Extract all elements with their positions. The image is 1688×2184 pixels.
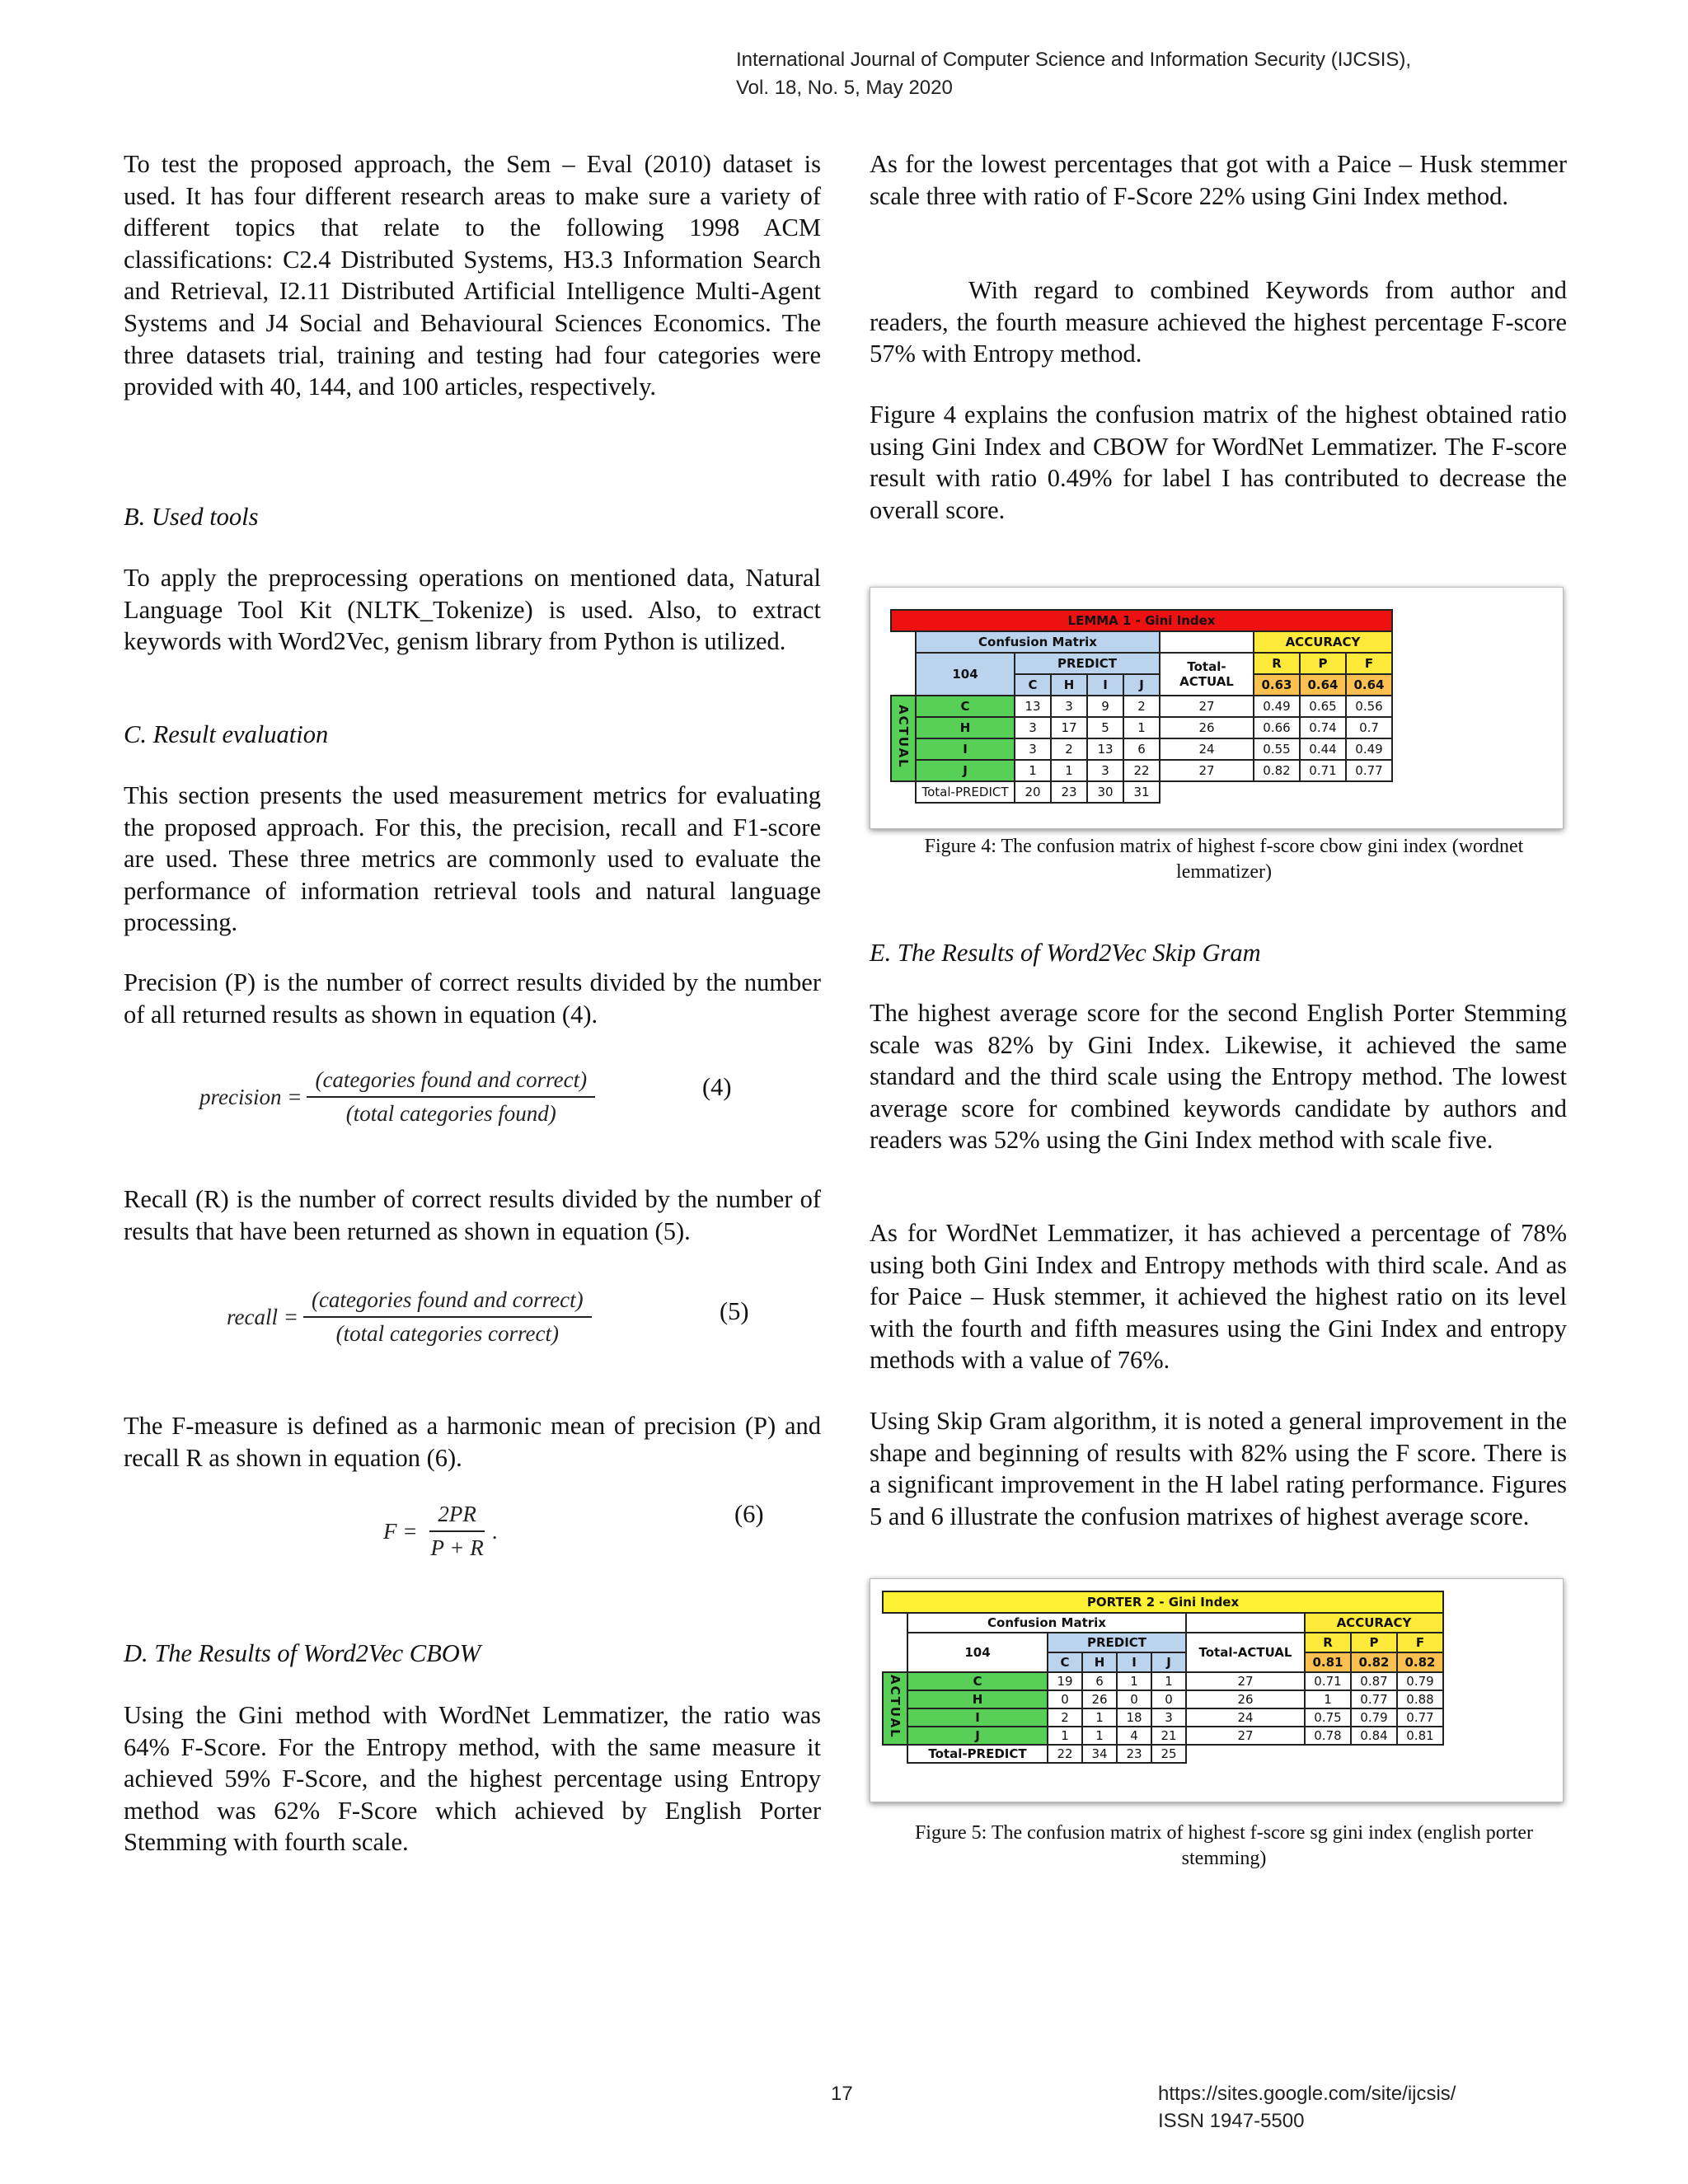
fig4-cell: 5 bbox=[1087, 717, 1123, 738]
fig5-row-total: 24 bbox=[1186, 1708, 1305, 1727]
figure-4-confusion-matrix bbox=[870, 587, 1564, 829]
eq6-period: . bbox=[491, 1518, 498, 1544]
journal-header bbox=[736, 46, 1411, 102]
paragraph-precision: Precision (P) is the number of correct results divided by the number of all returned results as shown in equation (4). bbox=[124, 968, 821, 1029]
fig4-cell: 3 bbox=[1087, 760, 1123, 781]
fig4-col-h: H bbox=[1051, 674, 1087, 696]
fig5-acc-cell: 0.81 bbox=[1397, 1727, 1443, 1745]
fig4-col-c: C bbox=[1015, 674, 1051, 696]
fig5-acc-cell: 0.79 bbox=[1351, 1708, 1397, 1727]
eq5-lhs: recall = bbox=[227, 1304, 298, 1329]
equation-recall bbox=[227, 1287, 592, 1347]
paragraph-figure4-intro: Figure 4 explains the confusion matrix of the highest obtained ratio using Gini Index and CBOW for WordNet Lemmatizer. The F-score result with ratio 0.49% for label I has contributed to decrease the overall score. bbox=[870, 401, 1567, 524]
equation-number-4: (4) bbox=[702, 1073, 732, 1101]
fig5-acc-cell: 0.78 bbox=[1305, 1727, 1351, 1745]
fig5-acc-cell: 0.84 bbox=[1351, 1727, 1397, 1745]
fig5-acc-cell: 0.75 bbox=[1305, 1708, 1351, 1727]
eq4-denominator: (total categories found) bbox=[345, 1101, 556, 1126]
paragraph-lowest: As for the lowest percentages that got with a Paice – Husk stemmer scale three with ratio of F-Score 22% using Gini Index method. bbox=[870, 150, 1567, 210]
fig4-col-total: 20 bbox=[1015, 781, 1051, 803]
fig4-cell: 3 bbox=[1051, 696, 1087, 717]
fig5-total-actual-label: Total-ACTUAL bbox=[1186, 1633, 1305, 1672]
fig5-col-c: C bbox=[1048, 1652, 1082, 1672]
fig5-row-label: C bbox=[907, 1672, 1048, 1690]
eq4-lhs: precision = bbox=[199, 1084, 302, 1109]
fig5-acc-cell: 0.87 bbox=[1351, 1672, 1397, 1690]
eq6-fraction bbox=[422, 1502, 491, 1561]
paragraph-skipgram-improvement: Using Skip Gram algorithm, it is noted a general improvement in the shape and beginning of results with 82% using the F score. There is a significant improvement in the H label rating performance. Figures 5 and 6 illustrate the confusion matrixes of highest average score. bbox=[870, 1407, 1567, 1530]
fig4-acc-cell: 0.49 bbox=[1254, 696, 1300, 717]
fig5-accuracy-label: ACCURACY bbox=[1305, 1613, 1443, 1633]
fig4-acc-cell: 0.44 bbox=[1300, 738, 1346, 760]
fig4-total-predict-label: Total-PREDICT bbox=[916, 781, 1015, 803]
fig5-acc-cell: 0.71 bbox=[1305, 1672, 1351, 1690]
paragraph-tools: To apply the preprocessing operations on mentioned data, Natural Language Tool Kit (NLTK_Tokenize) is used. Also, to extract keywords with Word2Vec, genism library from Python is utilized. bbox=[124, 564, 821, 656]
fig4-title: LEMMA 1 - Gini Index bbox=[891, 610, 1392, 631]
fig5-total-predict-label: Total-PREDICT bbox=[907, 1745, 1048, 1763]
fig5-row-total: 26 bbox=[1186, 1690, 1305, 1708]
fig5-cell: 1 bbox=[1117, 1672, 1151, 1690]
equation-number-6: (6) bbox=[734, 1500, 764, 1528]
fig5-avg-f: 0.82 bbox=[1397, 1652, 1443, 1672]
fig5-row-total: 27 bbox=[1186, 1672, 1305, 1690]
fig4-cell: 22 bbox=[1123, 760, 1160, 781]
fig5-avg-r: 0.81 bbox=[1305, 1652, 1351, 1672]
fig5-cell: 4 bbox=[1117, 1727, 1151, 1745]
fig5-acc-cell: 0.88 bbox=[1397, 1690, 1443, 1708]
fig4-row-total: 27 bbox=[1160, 760, 1254, 781]
fig5-row-label: J bbox=[907, 1727, 1048, 1745]
left-column bbox=[124, 148, 821, 403]
figure-5-confusion-matrix bbox=[870, 1578, 1564, 1802]
fig4-cell: 9 bbox=[1087, 696, 1123, 717]
fig4-total-actual-label: Total-ACTUAL bbox=[1160, 653, 1254, 696]
fig4-cell: 13 bbox=[1087, 738, 1123, 760]
equation-fmeasure bbox=[383, 1502, 497, 1561]
fig4-acc-cell: 0.77 bbox=[1346, 760, 1392, 781]
fig5-cell: 0 bbox=[1117, 1690, 1151, 1708]
fig4-cell: 3 bbox=[1015, 717, 1051, 738]
fig5-cell: 1 bbox=[1048, 1727, 1082, 1745]
fig4-row-label: J bbox=[916, 760, 1015, 781]
heading-result-evaluation: C. Result evaluation bbox=[124, 720, 329, 748]
fig5-predict-label: PREDICT bbox=[1048, 1633, 1186, 1652]
eq5-numerator: (categories found and correct) bbox=[303, 1287, 592, 1318]
eq6-denominator: P + R bbox=[430, 1535, 484, 1560]
fig5-title: PORTER 2 - Gini Index bbox=[883, 1591, 1443, 1613]
figure-5-caption: Figure 5: The confusion matrix of highest f-score sg gini index (english porter stemming) bbox=[914, 1822, 1534, 1869]
fig4-avg-r: 0.63 bbox=[1254, 674, 1300, 696]
fig5-cell: 1 bbox=[1151, 1672, 1186, 1690]
fig5-cell: 19 bbox=[1048, 1672, 1082, 1690]
fig4-col-j: J bbox=[1123, 674, 1160, 696]
eq5-denominator: (total categories correct) bbox=[335, 1321, 559, 1346]
fig5-row-label: I bbox=[907, 1708, 1048, 1727]
fig5-avg-p: 0.82 bbox=[1351, 1652, 1397, 1672]
footer-info bbox=[1158, 2080, 1456, 2135]
fig5-cell: 6 bbox=[1082, 1672, 1117, 1690]
fig4-row-label: H bbox=[916, 717, 1015, 738]
fig4-cell: 2 bbox=[1051, 738, 1087, 760]
paragraph-combined: With regard to combined Keywords from author and readers, the fourth measure achieved the highest percentage F-score 57% with Entropy method. bbox=[870, 276, 1567, 368]
fig4-acc-cell: 0.71 bbox=[1300, 760, 1346, 781]
fig4-acc-cell: 0.49 bbox=[1346, 738, 1392, 760]
fig4-acc-col-r: R bbox=[1254, 653, 1300, 674]
fig5-acc-col-p: P bbox=[1351, 1633, 1397, 1652]
page-number: 17 bbox=[831, 2083, 853, 2105]
fig5-table bbox=[882, 1591, 1444, 1764]
fig5-col-total: 25 bbox=[1151, 1745, 1186, 1763]
fig5-cell: 0 bbox=[1048, 1690, 1082, 1708]
heading-skipgram-results: E. The Results of Word2Vec Skip Gram bbox=[870, 939, 1261, 967]
fig4-predict-label: PREDICT bbox=[1015, 653, 1160, 674]
fig4-col-i: I bbox=[1087, 674, 1123, 696]
fig5-acc-col-r: R bbox=[1305, 1633, 1351, 1652]
fig4-avg-p: 0.64 bbox=[1300, 674, 1346, 696]
fig5-col-i: I bbox=[1117, 1652, 1151, 1672]
paragraph-cbow: Using the Gini method with WordNet Lemmatizer, the ratio was 64% F-Score. For the Entropy method, with the same measure it achieved 59% F-Score, and the highest percentage using Entropy method was 62% F-Score which achieved by English Porter Stemming with fourth scale. bbox=[124, 1701, 821, 1857]
fig4-avg-f: 0.64 bbox=[1346, 674, 1392, 696]
fig4-row-total: 27 bbox=[1160, 696, 1254, 717]
fig4-cell: 6 bbox=[1123, 738, 1160, 760]
fig4-cell: 3 bbox=[1015, 738, 1051, 760]
fig4-cell: 1 bbox=[1051, 760, 1087, 781]
fig5-acc-col-f: F bbox=[1397, 1633, 1443, 1652]
eq4-numerator: (categories found and correct) bbox=[307, 1067, 595, 1098]
fig5-col-total: 34 bbox=[1082, 1745, 1117, 1763]
fig4-table bbox=[890, 609, 1393, 804]
fig5-col-j: J bbox=[1151, 1652, 1186, 1672]
fig5-acc-cell: 0.79 bbox=[1397, 1672, 1443, 1690]
fig4-col-total: 31 bbox=[1123, 781, 1160, 803]
fig5-cell: 21 bbox=[1151, 1727, 1186, 1745]
fig4-row-label: I bbox=[916, 738, 1015, 760]
fig5-col-h: H bbox=[1082, 1652, 1117, 1672]
fig4-col-total: 23 bbox=[1051, 781, 1087, 803]
journal-volume: Vol. 18, No. 5, May 2020 bbox=[736, 77, 953, 99]
fig4-row-label: C bbox=[916, 696, 1015, 717]
paragraph-skipgram-porter: The highest average score for the second English Porter Stemming scale was 82% by Gini Index. Likewise, it achieved the same standard and the third scale using the Entropy method. The lowest average score for combined keywords candidate by authors and readers was 52% using the Gini Index method with scale five. bbox=[870, 999, 1567, 1155]
footer-url[interactable]: https://sites.google.com/site/ijcsis/ bbox=[1158, 2083, 1456, 2105]
fig4-accuracy-label: ACCURACY bbox=[1254, 631, 1392, 653]
fig4-acc-col-p: P bbox=[1300, 653, 1346, 674]
footer-issn: ISSN 1947-5500 bbox=[1158, 2110, 1305, 2132]
fig4-actual-label: ACTUAL bbox=[891, 696, 916, 781]
fig4-col-total: 30 bbox=[1087, 781, 1123, 803]
fig5-actual-label: ACTUAL bbox=[883, 1672, 907, 1745]
heading-cbow-results: D. The Results of Word2Vec CBOW bbox=[124, 1639, 481, 1667]
fig5-row-label: H bbox=[907, 1690, 1048, 1708]
paragraph-skipgram-wordnet: As for WordNet Lemmatizer, it has achieved a percentage of 78% using both Gini Index and Entropy methods with third scale. And as for Paice – Husk stemmer, it achieved the highest ratio on its level with the fourth and fifth measures using the Gini Index and entropy methods with a value of 76%. bbox=[870, 1219, 1567, 1375]
fig4-row-total: 26 bbox=[1160, 717, 1254, 738]
fig5-col-total: 22 bbox=[1048, 1745, 1082, 1763]
fig4-row-total: 24 bbox=[1160, 738, 1254, 760]
fig4-acc-col-f: F bbox=[1346, 653, 1392, 674]
fig4-acc-cell: 0.55 bbox=[1254, 738, 1300, 760]
fig4-acc-cell: 0.74 bbox=[1300, 717, 1346, 738]
fig4-confusion-label: Confusion Matrix bbox=[916, 631, 1160, 653]
fig5-cell: 2 bbox=[1048, 1708, 1082, 1727]
fig4-cell: 17 bbox=[1051, 717, 1087, 738]
eq4-fraction bbox=[307, 1067, 595, 1127]
fig5-sample-count: 104 bbox=[907, 1633, 1048, 1672]
fig5-confusion-label: Confusion Matrix bbox=[907, 1613, 1186, 1633]
fig5-cell: 1 bbox=[1082, 1708, 1117, 1727]
equation-precision bbox=[199, 1067, 595, 1127]
fig5-cell: 26 bbox=[1082, 1690, 1117, 1708]
fig4-cell: 1 bbox=[1123, 717, 1160, 738]
fig4-acc-cell: 0.82 bbox=[1254, 760, 1300, 781]
paragraph-dataset: To test the proposed approach, the Sem – Eval (2010) dataset is used. It has four different research areas to make sure a variety of different topics that relate to the following 1998 ACM classifications: C2.4 Distributed Systems, H3.3 Information Search and Retrieval, I2.11 Distributed Artificial Intelligence Multi-Agent Systems and J4 Social and Behavioural Sciences Economics. The three datasets trial, training and testing had four categories were provided with 40, 144, and 100 articles, respectively. bbox=[124, 150, 821, 401]
fig4-acc-cell: 0.65 bbox=[1300, 696, 1346, 717]
fig5-cell: 0 bbox=[1151, 1690, 1186, 1708]
fig5-cell: 3 bbox=[1151, 1708, 1186, 1727]
fig5-acc-cell: 0.77 bbox=[1351, 1690, 1397, 1708]
journal-title: International Journal of Computer Science and Information Security (IJCSIS), bbox=[736, 49, 1412, 71]
fig5-row-total: 27 bbox=[1186, 1727, 1305, 1745]
paragraph-metrics: This section presents the used measurement metrics for evaluating the proposed approach. For this, the precision, recall and F1-score are used. These three metrics are commonly used to evaluate the performance of information retrieval tools and natural language processing. bbox=[124, 781, 821, 937]
fig5-acc-cell: 1 bbox=[1305, 1690, 1351, 1708]
fig5-acc-cell: 0.77 bbox=[1397, 1708, 1443, 1727]
equation-number-5: (5) bbox=[720, 1297, 749, 1325]
fig4-acc-cell: 0.7 bbox=[1346, 717, 1392, 738]
fig5-cell: 1 bbox=[1082, 1727, 1117, 1745]
eq5-fraction bbox=[303, 1287, 592, 1347]
fig4-acc-cell: 0.56 bbox=[1346, 696, 1392, 717]
fig5-col-total: 23 bbox=[1117, 1745, 1151, 1763]
figure-4-caption: Figure 4: The confusion matrix of highest f-score cbow gini index (wordnet lemmatizer) bbox=[924, 836, 1524, 883]
paragraph-fmeasure: The F-measure is defined as a harmonic mean of precision (P) and recall R as shown in equation (6). bbox=[124, 1412, 821, 1472]
fig4-cell: 13 bbox=[1015, 696, 1051, 717]
eq6-numerator: 2PR bbox=[429, 1502, 485, 1532]
heading-used-tools: B. Used tools bbox=[124, 503, 259, 531]
fig4-cell: 2 bbox=[1123, 696, 1160, 717]
eq6-lhs: F = bbox=[383, 1518, 418, 1544]
fig5-cell: 18 bbox=[1117, 1708, 1151, 1727]
fig4-acc-cell: 0.66 bbox=[1254, 717, 1300, 738]
fig4-cell: 1 bbox=[1015, 760, 1051, 781]
paragraph-recall: Recall (R) is the number of correct results divided by the number of results that have been returned as shown in equation (5). bbox=[124, 1185, 821, 1245]
fig4-sample-count: 104 bbox=[916, 653, 1015, 696]
